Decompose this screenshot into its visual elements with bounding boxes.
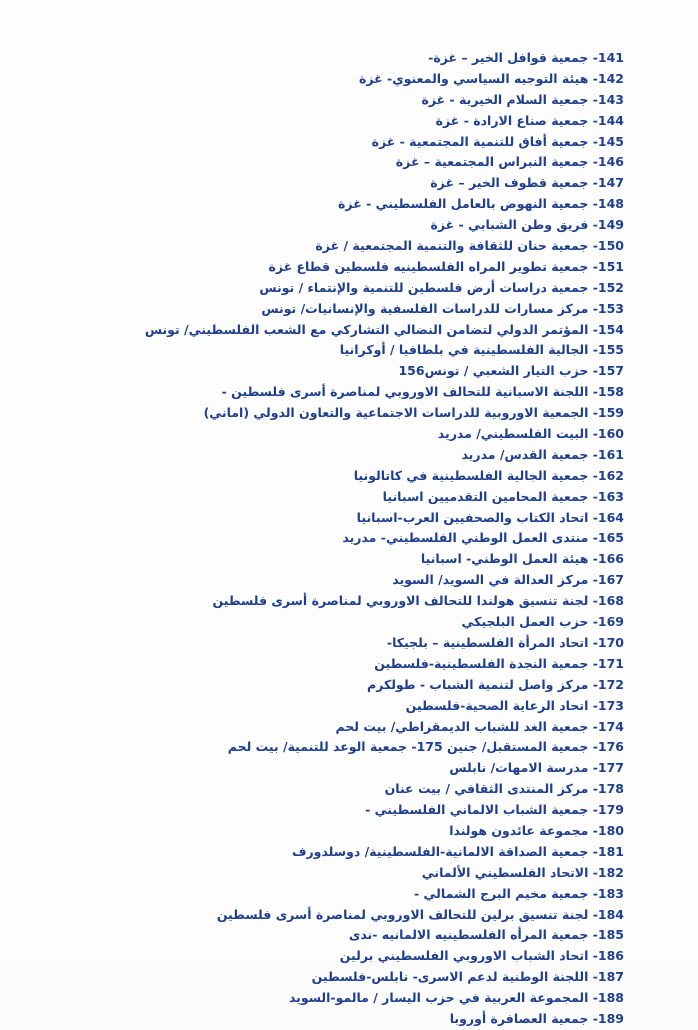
list-item: 189- جمعية العصافرة أوروبا: [449, 1010, 624, 1026]
list-item: 167- مركز العدالة في السويد/ السويد: [392, 572, 624, 588]
list-item: 145- جمعية أفاق للتنمية المجتمعية - غزة: [371, 133, 624, 149]
list-item: 146- جمعية النبراس المجتمعية – غزة: [395, 154, 624, 170]
list-item: 150- جمعية حنان للثقافة والتنمية المجتمعية / غزة: [315, 238, 624, 254]
organization-list: [104, 48, 624, 1030]
list-item: 176- جمعية المستقبل/ جنين 175- جمعية الوعد للتنمية/ بيت لحم: [227, 739, 624, 755]
list-item: 184- لجنة تنسيق برلين للتحالف الاوروبي لمناصرة أسرى فلسطين: [216, 906, 624, 922]
list-item: 147- جمعية قطوف الخير – غزة: [430, 175, 624, 191]
list-item: 180- مجموعة عائدون هولندا: [449, 822, 624, 838]
list-item: 144- جمعية صناع الارادة - غزة: [435, 112, 624, 128]
list-item: 160- البيت الفلسطيني/ مدريد: [437, 426, 624, 442]
list-item: 153- مركز مسارات للدراسات الفلسفية والإنسانيات/ تونس: [261, 300, 624, 316]
list-item: 187- اللجنة الوطنية لدعم الاسرى- نابلس-فلسطين: [311, 969, 624, 985]
list-item: 162- جمعية الجالية الفلسطينية في كاتالونيا: [353, 467, 624, 483]
list-item: 165- منتدى العمل الوطني الفلسطيني- مدريد: [342, 530, 624, 546]
list-item: 152- جمعية دراسات أرض فلسطين للتنمية والإنتماء / تونس: [259, 279, 624, 295]
list-item: 170- اتحاد المرأة الفلسطينية – بلجيكا-: [386, 634, 624, 650]
list-item: 172- مركز واصل لتنمية الشباب - طولكرم: [367, 676, 624, 692]
list-item: 173- اتحاد الرعاية الصحية-فلسطين: [405, 697, 624, 713]
list-item: 171- جمعية النجدة الفلسطينية-فلسطين: [374, 655, 624, 671]
list-item: 186- اتحاد الشباب الاوروبي الفلسطيني برلين: [339, 948, 624, 964]
list-item: 159- الجمعية الاوروبية للدراسات الاجتماعية والتعاون الدولي (اماني): [203, 405, 624, 421]
list-item: 178- مركز المنتدى الثقافي / بيت عنان: [384, 781, 624, 797]
list-item: 185- جمعية المرأه الفلسطينيه الالمانيه -ندى: [348, 927, 624, 943]
list-item: 151- جمعية تطوير المراه الفلسطينيه فلسطين قطاع غزة: [268, 258, 624, 274]
list-item: 168- لجنة تنسيق هولندا للتحالف الاوروبي لمناصرة أسرى فلسطين: [212, 593, 624, 609]
list-item: 164- اتحاد الكتاب والصحفيين العرب-اسبانيا: [356, 509, 624, 525]
list-item: 183- جمعية مخيم البرج الشمالي -: [414, 885, 624, 901]
list-item: 161- جمعية القدس/ مدريد: [461, 446, 624, 462]
list-item: 155- الجالية الفلسطينية في بلطافيا / أوكرانيا: [339, 342, 624, 358]
list-item: 188- المجموعة العربية في حزب اليسار / مالمو-السويد: [288, 990, 624, 1006]
list-item: 179- جمعية الشباب الالماني الفلسطيني -: [365, 802, 624, 818]
list-item: 182- الاتحاد الفلسطيني الألماني: [421, 864, 624, 880]
list-item: 163- جمعية المحامين التقدميين اسبانيا: [382, 488, 624, 504]
list-item: 149- فريق وطن الشبابي - غزة: [430, 217, 624, 233]
list-item: 158- اللجنة الاسبانية للتحالف الاوروبي لمناصرة أسرى فلسطين -: [221, 384, 624, 400]
list-item: 141- جمعية قوافل الخير – غزة-: [428, 50, 624, 65]
list-item: 157- حزب التيار الشعبي / تونس156: [398, 363, 624, 379]
list-item: 181- جمعية الصداقة الالمانية-الفلسطينية/ دوسلدورف: [291, 843, 624, 859]
list-item: 166- هيئة العمل الوطني- اسبانيا: [420, 551, 624, 567]
list-item: 169- حزب العمل البلجيكي: [461, 614, 624, 630]
list-item: 154- المؤتمر الدولي لتضامن النضالي التشاركي مع الشعب الفلسطيني/ تونس: [144, 321, 624, 337]
list-item: 177- مدرسة الامهات/ نابلس: [449, 760, 624, 776]
list-item: 142- هيئة التوجيه السياسي والمعنوي- غزة: [359, 70, 624, 86]
list-item: 174- جمعية الغد للشباب الديمقراطي/ بيت لحم: [335, 718, 624, 734]
list-item: 148- جمعية النهوض بالعامل الفلسطيني - غزة: [338, 196, 624, 212]
list-item: 143- جمعية السلام الخيرية - غزة: [421, 91, 624, 107]
